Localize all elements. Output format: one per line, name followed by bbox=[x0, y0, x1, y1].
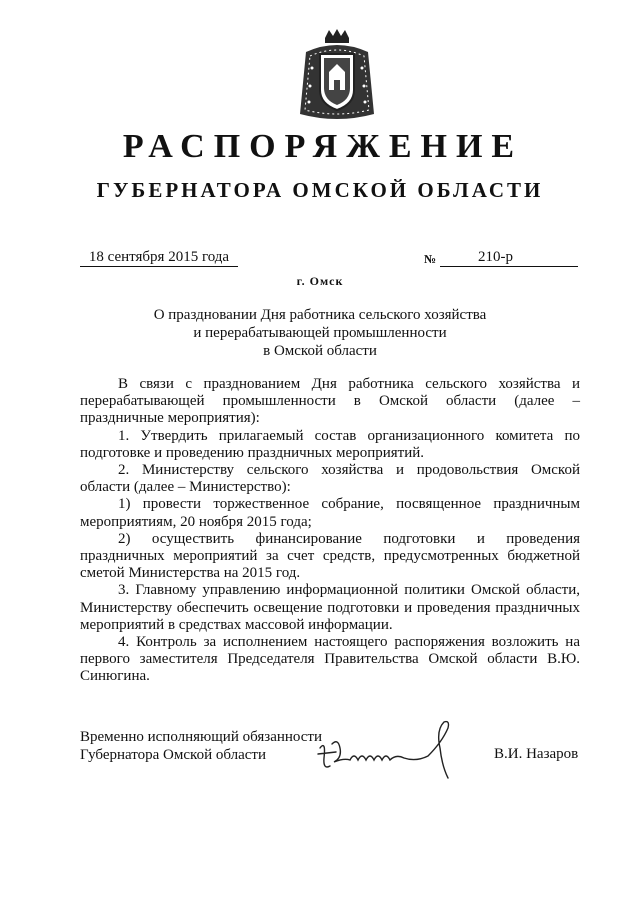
number-label: № bbox=[424, 252, 437, 266]
coat-of-arms-emblem bbox=[296, 28, 378, 124]
document-number: 210-р bbox=[478, 249, 513, 265]
subject-line: в Омской области bbox=[263, 343, 377, 359]
signatory-position-line: Губернатора Омской области bbox=[80, 747, 266, 763]
body-paragraph: В связи с празднованием Дня работника сельского хозяйства и перерабатывающей промышленности в Омской области (далее – праздничные мероприятия): bbox=[80, 376, 580, 427]
document-date: 18 сентября 2015 года bbox=[80, 248, 238, 267]
handwritten-signature bbox=[316, 718, 478, 788]
signatory-name: В.И. Назаров bbox=[494, 746, 579, 762]
body-paragraph: 2) осуществить финансирование подготовки и проведения праздничных мероприятий за счет средств, предусмотренных бюджетной сметой Министерства на 2015 год. bbox=[80, 530, 580, 582]
signatory-position-line: Временно исполняющий обязанности bbox=[80, 729, 323, 745]
document-number-field bbox=[440, 248, 578, 267]
document-body bbox=[80, 376, 580, 686]
document-subtitle: ГУБЕРНАТОРА ОМСКОЙ ОБЛАСТИ bbox=[96, 178, 544, 202]
body-paragraph: 2. Министерству сельского хозяйства и продовольствия Омской области (далее – Министерство): bbox=[80, 462, 580, 496]
subject-line: и перерабатывающей промышленности bbox=[193, 325, 447, 341]
body-paragraph: 3. Главному управлению информационной политики Омской области, Министерству обеспечить освещение подготовки и проведения праздничных мероприятий в средствах массовой информации. bbox=[80, 582, 580, 633]
body-paragraph: 1. Утвердить прилагаемый состав организационного комитета по подготовке и проведению праздничных мероприятий. bbox=[80, 427, 580, 461]
body-paragraph: 1) провести торжественное собрание, посвященное праздничным мероприятиям, 20 ноября 2015 года; bbox=[80, 496, 580, 530]
document-subject bbox=[0, 306, 640, 360]
body-paragraph: 4. Контроль за исполнением настоящего распоряжения возложить на первого заместителя Председателя Правительства Омской области В.Ю. Синюгина. bbox=[80, 634, 580, 685]
document-title: РАСПОРЯЖЕНИЕ bbox=[122, 128, 524, 165]
document-city: г. Омск bbox=[296, 274, 344, 288]
subject-line: О праздновании Дня работника сельского хозяйства bbox=[153, 307, 487, 323]
signatory-position bbox=[80, 728, 322, 764]
